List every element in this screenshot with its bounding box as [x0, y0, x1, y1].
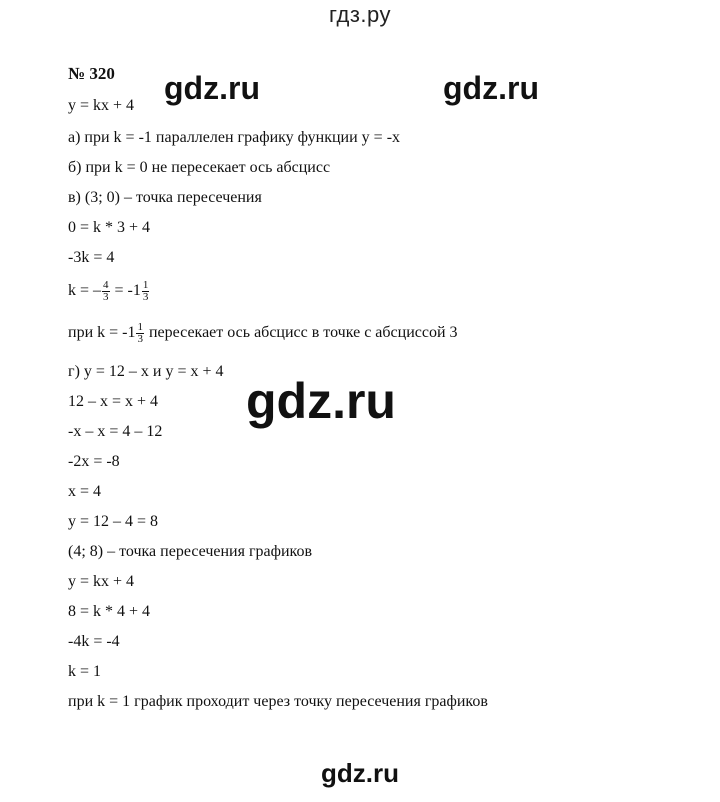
line-7-prefix: k = – [68, 282, 102, 300]
solution-line-18: -4k = -4 [68, 633, 120, 650]
solution-line-19: k = 1 [68, 663, 102, 680]
fraction-numerator: 1 [142, 279, 149, 291]
fraction-denominator: 3 [137, 333, 143, 345]
fraction-four-thirds [102, 280, 110, 303]
solution-line-7 [68, 280, 150, 303]
solution-line-4: в) (3; 0) – точка пересечения [68, 189, 262, 206]
site-header-title: гдз.ру [328, 2, 392, 27]
solution-line-8 [68, 322, 458, 345]
solution-line-20: при k = 1 график проходит через точку пересечения графиков [68, 693, 488, 710]
solution-line-1: y = kx + 4 [68, 97, 135, 114]
fraction-denominator: 3 [142, 291, 149, 303]
line-8-suffix: пересекает ось абсцисс в точке с абсциссой 3 [144, 324, 458, 342]
solution-line-13: x = 4 [68, 483, 102, 500]
solution-line-16: y = kx + 4 [68, 573, 135, 590]
solution-line-3: б) при k = 0 не пересекает ось абсцисс [68, 159, 331, 176]
line-7-middle: = -1 [110, 282, 141, 300]
solution-line-9: г) y = 12 – x и y = x + 4 [68, 363, 224, 380]
watermark-center: gdz.ru [246, 373, 396, 429]
solution-line-11: -x – x = 4 – 12 [68, 423, 163, 440]
solution-line-15: (4; 8) – точка пересечения графиков [68, 543, 313, 560]
fraction-numerator: 4 [103, 279, 109, 291]
solution-line-6: -3k = 4 [68, 249, 115, 266]
solution-line-14: y = 12 – 4 = 8 [68, 513, 159, 530]
fraction-denominator: 3 [103, 291, 109, 303]
line-8-prefix: при k = -1 [68, 324, 136, 342]
watermark-top-left: gdz.ru [164, 70, 260, 106]
fraction-one-third [136, 322, 144, 345]
problem-number: № 320 [68, 64, 115, 83]
solution-line-17: 8 = k * 4 + 4 [68, 603, 151, 620]
solution-line-2: а) при k = -1 параллелен графику функции y = -x [68, 129, 401, 146]
site-footer-text: gdz.ru [321, 758, 399, 788]
solution-line-10: 12 – x = x + 4 [68, 393, 159, 410]
fraction-numerator: 1 [137, 321, 143, 333]
fraction-one-third [142, 280, 150, 303]
watermark-top-right: gdz.ru [443, 70, 539, 106]
solution-line-5: 0 = k * 3 + 4 [68, 219, 151, 236]
solution-line-12: -2x = -8 [68, 453, 120, 470]
